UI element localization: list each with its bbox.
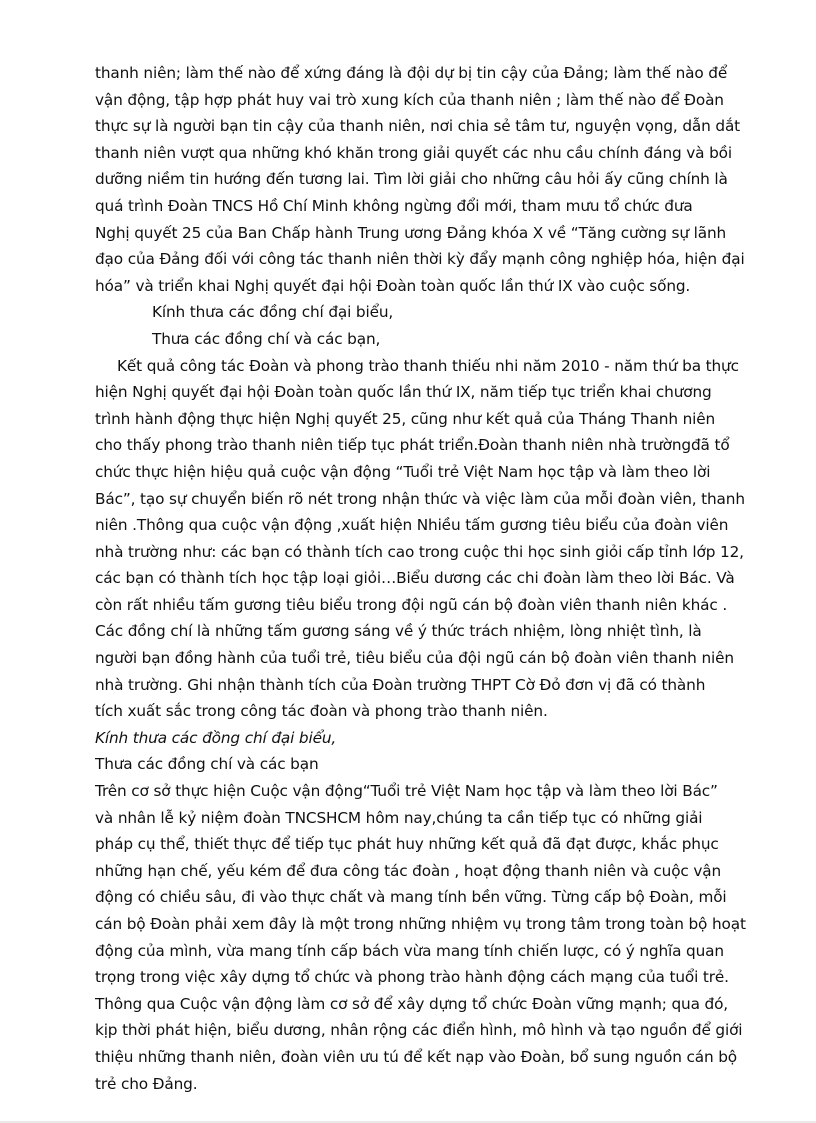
text-line: động có chiều sâu, đi vào thực chất và mang tính bền vững. Từng cấp bộ Đoàn, mỗi xyxy=(95,888,727,907)
text-line: trọng trong việc xây dựng tổ chức và phong trào hành động cách mạng của tuổi trẻ. xyxy=(95,968,729,987)
text-line: thực sự là người bạn tin cậy của thanh niên, nơi chia sẻ tâm tư, nguyện vọng, dẫn dắt xyxy=(95,117,741,136)
text-line: người bạn đồng hành của tuổi trẻ, tiêu biểu của đội ngũ cán bộ đoàn viên thanh niên xyxy=(95,649,734,668)
text-line: thiệu những thanh niên, đoàn viên ưu tú để kết nạp vào Đoàn, bổ sung nguồn cán bộ xyxy=(95,1047,737,1066)
text-line: tích xuất sắc trong công tác đoàn và phong trào thanh niên. xyxy=(95,702,548,721)
text-line: hiện Nghị quyết đại hội Đoàn toàn quốc lần thứ IX, năm tiếp tục triển khai chương xyxy=(95,383,712,402)
text-line: thanh niên vượt qua những khó khăn trong giải quyết các nhu cầu chính đáng và bồi xyxy=(95,143,732,162)
text-line: hóa” và triển khai Nghị quyết đại hội Đoàn toàn quốc lần thứ IX vào cuộc sống. xyxy=(95,276,691,295)
text-line: nhà trường. Ghi nhận thành tích của Đoàn trường THPT Cờ Đỏ đơn vị đã có thành xyxy=(95,675,706,694)
text-line: trình hành động thực hiện Nghị quyết 25, cũng như kết quả của Tháng Thanh niên xyxy=(95,409,716,428)
text-line: Bác”, tạo sự chuyển biến rõ nét trong nhận thức và việc làm của mỗi đoàn viên, thanh xyxy=(95,489,745,508)
text-line: Các đồng chí là những tấm gương sáng về ý thức trách nhiệm, lòng nhiệt tình, là xyxy=(95,622,702,641)
text-line: đạo của Đảng đối với công tác thanh niên thời kỳ đẩy mạnh công nghiệp hóa, hiện đại xyxy=(95,250,745,269)
text-line: thanh niên; làm thế nào để xứng đáng là đội dự bị tin cậy của Đảng; làm thế nào để xyxy=(95,64,728,82)
text-line: vận động, tập hợp phát huy vai trò xung kích của thanh niên ; làm thế nào để Đoàn xyxy=(95,90,724,109)
text-line: động của mình, vừa mang tính cấp bách vừa mang tính chiến lược, có ý nghĩa quan xyxy=(95,941,724,960)
text-line: chức thực hiện hiệu quả cuộc vận động “Tuổi trẻ Việt Nam học tập và làm theo lời xyxy=(95,462,711,481)
salutation-line: Kính thưa các đồng chí đại biểu, xyxy=(152,303,394,322)
text-line: quá trình Đoàn TNCS Hồ Chí Minh không ngừng đổi mới, tham mưu tổ chức đưa xyxy=(95,196,693,215)
paragraph-first-line: Kết quả công tác Đoàn và phong trào thanh thiếu nhi năm 2010 - năm thứ ba thực xyxy=(117,356,739,375)
text-line: các bạn có thành tích học tập loại giỏi…Biểu dương các chi đoàn làm theo lời Bác. Và xyxy=(95,569,735,588)
text-line: Nghị quyết 25 của Ban Chấp hành Trung ương Đảng khóa X về “Tăng cường sự lãnh xyxy=(95,223,727,242)
document-body xyxy=(95,60,755,1097)
salutation-line: Kính thưa các đồng chí đại biểu, xyxy=(95,728,337,747)
text-line: còn rất nhiều tấm gương tiêu biểu trong đội ngũ cán bộ đoàn viên thanh niên khác . xyxy=(95,595,728,614)
text-line: dưỡng niềm tin hướng đến tương lai. Tìm lời giải cho những câu hỏi ấy cũng chính là xyxy=(95,170,728,189)
text-line: trẻ cho Đảng. xyxy=(95,1074,198,1093)
text-line: nhà trường như: các bạn có thành tích cao trong cuộc thi học sinh giỏi cấp tỉnh lớp 12, xyxy=(95,542,744,561)
text-line: những hạn chế, yếu kém để đưa công tác đoàn , hoạt động thanh niên và cuộc vận xyxy=(95,861,722,880)
text-line: cho thấy phong trào thanh niên tiếp tục phát triển.Đoàn thanh niên nhà trườngđã tổ xyxy=(95,436,730,455)
text-line: Trên cơ sở thực hiện Cuộc vận động“Tuổi trẻ Việt Nam học tập và làm theo lời Bác” xyxy=(95,782,718,801)
salutation-line: Thưa các đồng chí và các bạn, xyxy=(152,329,381,348)
text-line: kịp thời phát hiện, biểu dương, nhân rộng các điển hình, mô hình và tạo nguồn để giới xyxy=(95,1021,743,1040)
text-line: niên .Thông qua cuộc vận động ,xuất hiện Nhiều tấm gương tiêu biểu của đoàn viên xyxy=(95,516,729,535)
salutation-line: Thưa các đồng chí và các bạn xyxy=(95,755,319,774)
text-line: Thông qua Cuộc vận động làm cơ sở để xây dựng tổ chức Đoàn vững mạnh; qua đó, xyxy=(95,994,728,1013)
text-line: pháp cụ thể, thiết thực để tiếp tục phát huy những kết quả đã đạt được, khắc phục xyxy=(95,835,719,854)
text-line: và nhân lễ kỷ niệm đoàn TNCSHCM hôm nay,chúng ta cần tiếp tục có những giải xyxy=(95,808,703,827)
text-line: cán bộ Đoàn phải xem đây là một trong những nhiệm vụ trong tâm trong toàn bộ hoạt xyxy=(95,915,746,933)
